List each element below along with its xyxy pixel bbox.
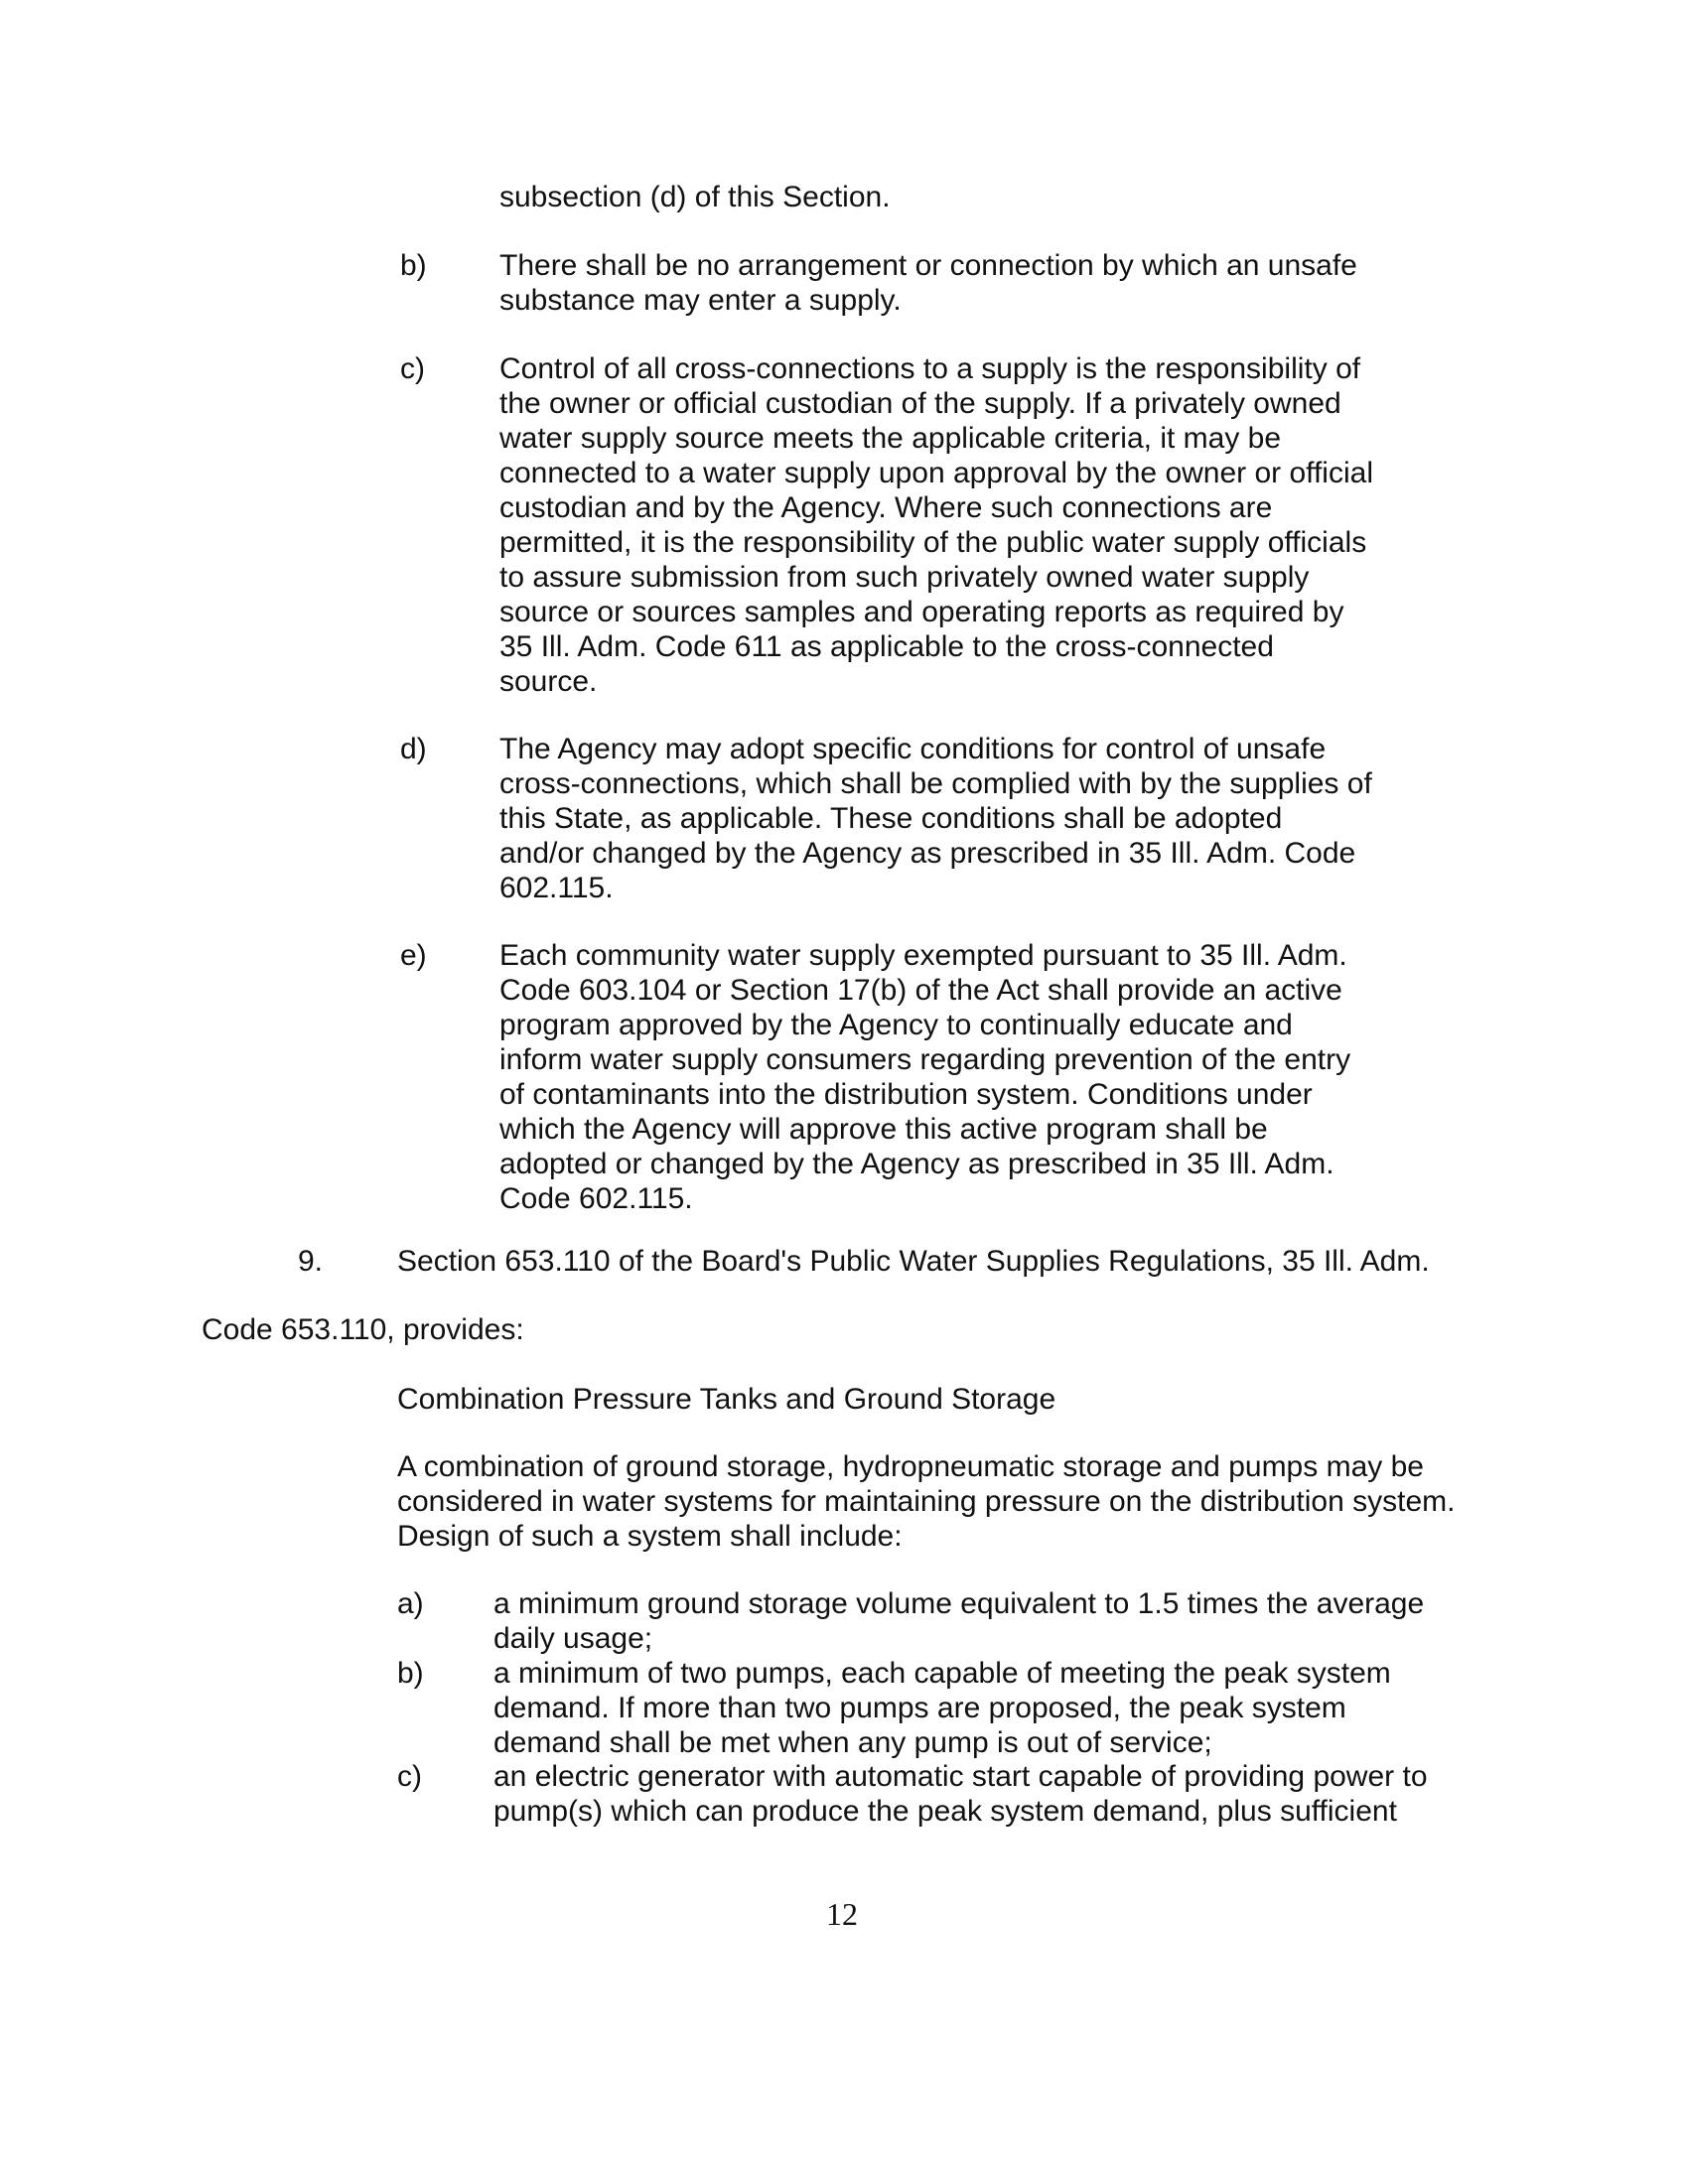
subsection-b-label: b) <box>400 249 427 282</box>
paragraph-9-line-2: Code 653.110, provides: <box>202 1313 524 1346</box>
quote-heading: Combination Pressure Tanks and Ground Storage <box>397 1383 1056 1416</box>
text-line: and/or changed by the Agency as prescribed in 35 Ill. Adm. Code <box>499 837 1356 870</box>
text-line: pump(s) which can produce the peak system demand, plus sufficient <box>493 1795 1397 1828</box>
text-line: a minimum ground storage volume equivalent to 1.5 times the average <box>493 1587 1425 1620</box>
text-line: substance may enter a supply. <box>499 284 902 317</box>
quote-item-c-text <box>493 1759 1428 1829</box>
text-line: Design of such a system shall include: <box>397 1520 903 1553</box>
text-line: 602.115. <box>499 872 614 904</box>
paragraph-9-line-1: Section 653.110 of the Board's Public Water Supplies Regulations, 35 Ill. Adm. <box>397 1245 1430 1278</box>
text-line: source or sources samples and operating reports as required by <box>499 596 1344 628</box>
quote-item-b-label: b) <box>397 1657 424 1690</box>
text-line: The Agency may adopt specific conditions for control of unsafe <box>499 733 1327 765</box>
quote-item-b-text <box>493 1656 1391 1760</box>
text-line: connected to a water supply upon approval by the owner or official <box>499 457 1373 489</box>
quote-item-a-label: a) <box>397 1587 424 1620</box>
text-line: source. <box>499 665 598 698</box>
text-line: Code 602.115. <box>499 1182 693 1215</box>
text-line: which the Agency will approve this active program shall be <box>499 1113 1268 1146</box>
text-line: daily usage; <box>493 1622 653 1655</box>
subsection-c-text <box>499 351 1373 699</box>
text-line: program approved by the Agency to continually educate and <box>499 1009 1293 1041</box>
text-line: custodian and by the Agency. Where such connections are <box>499 491 1273 524</box>
text-line: cross-connections, which shall be complied with by the supplies of <box>499 767 1372 800</box>
subsection-c-label: c) <box>400 352 425 385</box>
continuation-text: subsection (d) of this Section. <box>499 181 891 213</box>
subsection-d-text <box>499 732 1372 905</box>
subsection-b-text <box>499 248 1357 318</box>
text-line: considered in water systems for maintaining pressure on the distribution system. <box>397 1485 1456 1518</box>
text-line: a minimum of two pumps, each capable of meeting the peak system <box>493 1657 1391 1690</box>
paragraph-9-number: 9. <box>298 1245 324 1278</box>
text-line: Control of all cross-connections to a supply is the responsibility of <box>499 352 1361 385</box>
text-line: this State, as applicable. These conditions shall be adopted <box>499 802 1283 835</box>
text-line: demand shall be met when any pump is out of service; <box>493 1726 1212 1759</box>
subsection-e-label: e) <box>400 939 427 972</box>
text-line: Code 603.104 or Section 17(b) of the Act shall provide an active <box>499 974 1342 1007</box>
text-line: There shall be no arrangement or connection by which an unsafe <box>499 249 1357 282</box>
subsection-d-label: d) <box>400 733 427 765</box>
text-line: of contaminants into the distribution system. Conditions under <box>499 1078 1313 1111</box>
quote-item-c-label: c) <box>397 1760 422 1793</box>
text-line: to assure submission from such privately owned water supply <box>499 561 1310 594</box>
text-line: inform water supply consumers regarding prevention of the entry <box>499 1043 1351 1076</box>
quote-intro <box>397 1449 1455 1554</box>
text-line: the owner or official custodian of the supply. If a privately owned <box>499 387 1341 420</box>
text-line: an electric generator with automatic start capable of providing power to <box>493 1760 1428 1793</box>
text-line: water supply source meets the applicable criteria, it may be <box>499 422 1282 455</box>
text-line: permitted, it is the responsibility of the public water supply officials <box>499 526 1367 559</box>
text-line: 35 Ill. Adm. Code 611 as applicable to the cross-connected <box>499 630 1274 663</box>
quote-item-a-text <box>493 1586 1424 1656</box>
text-line: Each community water supply exempted pursuant to 35 Ill. Adm. <box>499 939 1347 972</box>
text-line: adopted or changed by the Agency as prescribed in 35 Ill. Adm. <box>499 1148 1334 1180</box>
text-line: A combination of ground storage, hydropneumatic storage and pumps may be <box>397 1450 1424 1483</box>
subsection-e-text <box>499 938 1350 1216</box>
page-number: 12 <box>826 1896 858 1932</box>
text-line: demand. If more than two pumps are proposed, the peak system <box>493 1692 1346 1724</box>
